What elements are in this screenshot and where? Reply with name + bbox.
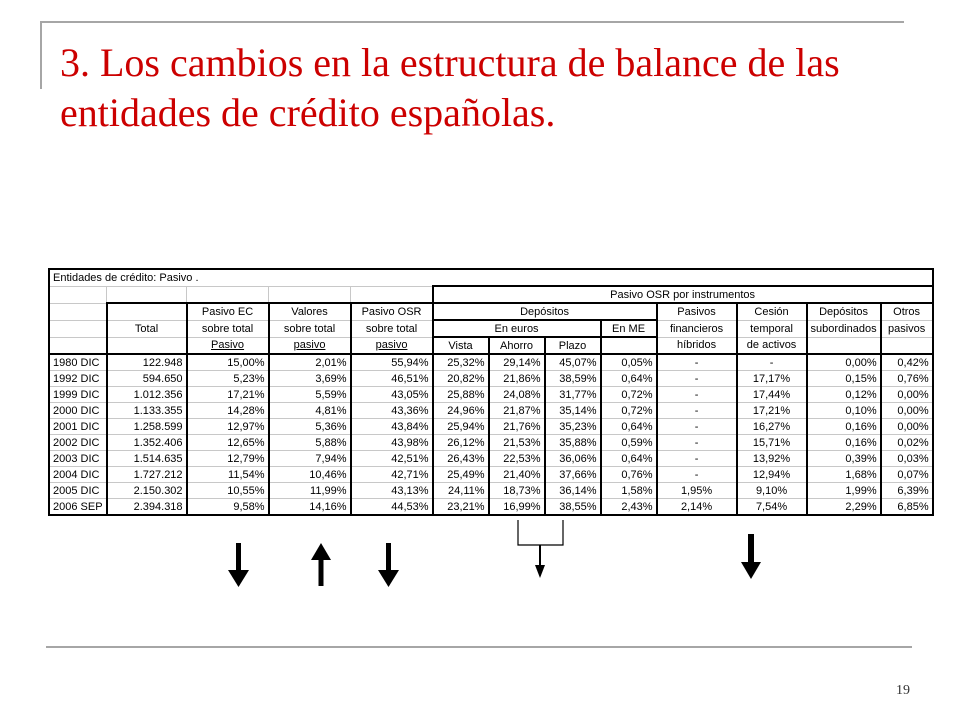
table-cell: 122.948	[107, 354, 187, 371]
table-cell: 13,92%	[737, 451, 807, 467]
table-cell: 15,71%	[737, 435, 807, 451]
row-period: 1992 DIC	[49, 371, 107, 387]
col-pasivo-ec-line2: sobre total	[187, 320, 269, 337]
table-cell: 44,53%	[351, 499, 433, 516]
table-cell: 43,05%	[351, 387, 433, 403]
row-period: 2003 DIC	[49, 451, 107, 467]
row-period: 1999 DIC	[49, 387, 107, 403]
table-cell: 16,27%	[737, 419, 807, 435]
table-cell: 45,07%	[545, 354, 601, 371]
col-cesion-line3: de activos	[737, 337, 807, 354]
table-cell: 43,84%	[351, 419, 433, 435]
table-cell: 0,72%	[601, 403, 657, 419]
table-row	[49, 451, 933, 467]
table-cell: 16,99%	[489, 499, 545, 516]
row-period: 2001 DIC	[49, 419, 107, 435]
table-cell: 2,01%	[269, 354, 351, 371]
table-cell: 0,64%	[601, 371, 657, 387]
col-depositos: Depósitos	[433, 303, 657, 320]
table-cell: -	[657, 451, 737, 467]
ahorro-down-arrow-icon	[535, 545, 545, 578]
table-cell: 38,59%	[545, 371, 601, 387]
table-cell: 43,36%	[351, 403, 433, 419]
table-cell: 55,94%	[351, 354, 433, 371]
table-cell: 1.352.406	[107, 435, 187, 451]
table-cell: 36,06%	[545, 451, 601, 467]
table-cell: 0,10%	[807, 403, 881, 419]
table-cell: 42,71%	[351, 467, 433, 483]
table-cell: 0,39%	[807, 451, 881, 467]
table-cell: 17,44%	[737, 387, 807, 403]
col-valores-line3: pasivo	[269, 337, 351, 354]
table-cell: 11,99%	[269, 483, 351, 499]
col-total: Total	[107, 320, 187, 337]
table-cell: 21,86%	[489, 371, 545, 387]
valores-up-arrow-icon	[311, 543, 331, 586]
header-row-3	[49, 303, 933, 320]
col-pasivos-hibridos-line2: financieros	[657, 320, 737, 337]
table-cell: 0,00%	[881, 419, 933, 435]
col-en-euros: En euros	[433, 320, 601, 337]
col-pasivo-ec-line3: Pasivo	[187, 337, 269, 354]
table-row	[49, 403, 933, 419]
table-cell: 26,43%	[433, 451, 489, 467]
cesion-down-arrow-icon	[741, 534, 761, 579]
table-cell: -	[657, 403, 737, 419]
table-cell: 0,16%	[807, 435, 881, 451]
col-valores-line1: Valores	[269, 303, 351, 320]
table-cell: 25,32%	[433, 354, 489, 371]
col-cesion-line1: Cesión	[737, 303, 807, 320]
table-cell: 0,05%	[601, 354, 657, 371]
table-cell: -	[657, 419, 737, 435]
table-row	[49, 354, 933, 371]
table-cell: 7,94%	[269, 451, 351, 467]
table-cell: 1,99%	[807, 483, 881, 499]
table-cell: -	[657, 354, 737, 371]
table-cell: 0,72%	[601, 387, 657, 403]
table-cell: 36,14%	[545, 483, 601, 499]
table-cell: 1.727.212	[107, 467, 187, 483]
table-cell: 25,88%	[433, 387, 489, 403]
table-cell: 17,21%	[737, 403, 807, 419]
table-cell: 1.133.355	[107, 403, 187, 419]
table-cell: 24,11%	[433, 483, 489, 499]
table-cell: -	[657, 467, 737, 483]
col-pasivos-hibridos-line3: híbridos	[657, 337, 737, 354]
table-cell: 31,77%	[545, 387, 601, 403]
table-cell: 0,07%	[881, 467, 933, 483]
table-cell: 42,51%	[351, 451, 433, 467]
table-cell: 35,88%	[545, 435, 601, 451]
col-valores-line2: sobre total	[269, 320, 351, 337]
table-cell: 5,23%	[187, 371, 269, 387]
table-cell: 5,59%	[269, 387, 351, 403]
col-dep-sub-line1: Depósitos	[807, 303, 881, 320]
table-cell: 0,12%	[807, 387, 881, 403]
row-period: 2000 DIC	[49, 403, 107, 419]
table-cell: 35,14%	[545, 403, 601, 419]
table-cell: 0,16%	[807, 419, 881, 435]
row-period: 2004 DIC	[49, 467, 107, 483]
table-cell: 43,98%	[351, 435, 433, 451]
table-cell: 0,42%	[881, 354, 933, 371]
table-row	[49, 499, 933, 516]
slide-frame-left-line	[40, 21, 42, 89]
table-cell: -	[657, 371, 737, 387]
table-cell: 5,88%	[269, 435, 351, 451]
row-period: 2005 DIC	[49, 483, 107, 499]
table-cell: 0,00%	[881, 387, 933, 403]
table-cell: 21,53%	[489, 435, 545, 451]
table-cell: 6,85%	[881, 499, 933, 516]
slide-frame-bottom-line	[46, 646, 912, 648]
table-cell: 11,54%	[187, 467, 269, 483]
table-row	[49, 467, 933, 483]
table-row	[49, 387, 933, 403]
table-cell: 0,02%	[881, 435, 933, 451]
table-cell: 12,97%	[187, 419, 269, 435]
row-period: 1980 DIC	[49, 354, 107, 371]
table-cell: 0,03%	[881, 451, 933, 467]
table-cell: 2,29%	[807, 499, 881, 516]
table-cell: 20,82%	[433, 371, 489, 387]
table-cell: 18,73%	[489, 483, 545, 499]
table-cell: 37,66%	[545, 467, 601, 483]
header-row-5	[49, 337, 933, 354]
table-cell: 1.258.599	[107, 419, 187, 435]
col-otros-line1: Otros	[881, 303, 933, 320]
table-cell: -	[657, 387, 737, 403]
table-row	[49, 483, 933, 499]
col-ahorro: Ahorro	[489, 337, 545, 354]
col-vista: Vista	[433, 337, 489, 354]
slide-title: 3. Los cambios en la estructura de balance de las entidades de crédito españolas.	[60, 40, 840, 135]
table-cell: 21,40%	[489, 467, 545, 483]
table-title: Entidades de crédito: Pasivo .	[49, 269, 933, 286]
table-cell: 0,76%	[881, 371, 933, 387]
table-cell: 25,49%	[433, 467, 489, 483]
table-cell: 21,87%	[489, 403, 545, 419]
table-cell: 7,54%	[737, 499, 807, 516]
table-cell: 38,55%	[545, 499, 601, 516]
table-cell: 12,65%	[187, 435, 269, 451]
table-cell: 14,28%	[187, 403, 269, 419]
col-en-me: En ME	[601, 320, 657, 337]
table-cell: 0,64%	[601, 451, 657, 467]
page-number: 19	[896, 683, 910, 698]
table-cell: 22,53%	[489, 451, 545, 467]
table-cell: 0,00%	[881, 403, 933, 419]
table-cell: 0,76%	[601, 467, 657, 483]
pasivo-table	[48, 268, 934, 516]
table-cell: 2.150.302	[107, 483, 187, 499]
table-cell: 24,96%	[433, 403, 489, 419]
header-row-4	[49, 320, 933, 337]
col-plazo: Plazo	[545, 337, 601, 354]
table-cell: 46,51%	[351, 371, 433, 387]
col-pasivo-osr-line1: Pasivo OSR	[351, 303, 433, 320]
table-cell: 0,15%	[807, 371, 881, 387]
table-cell: 9,58%	[187, 499, 269, 516]
header-row-2	[49, 286, 933, 303]
slide-frame-top-line	[40, 21, 904, 23]
table-cell: 25,94%	[433, 419, 489, 435]
col-dep-sub-line2: subordinados	[807, 320, 881, 337]
table-cell: 12,94%	[737, 467, 807, 483]
col-cesion-line2: temporal	[737, 320, 807, 337]
table-cell: 21,76%	[489, 419, 545, 435]
table-cell: 1,68%	[807, 467, 881, 483]
table-cell: 23,21%	[433, 499, 489, 516]
table-cell: 0,59%	[601, 435, 657, 451]
ahorro-plazo-bracket	[518, 520, 563, 545]
table-cell: -	[737, 354, 807, 371]
table-cell: 2,14%	[657, 499, 737, 516]
col-pasivos-hibridos-line1: Pasivos	[657, 303, 737, 320]
table-cell: 0,00%	[807, 354, 881, 371]
table-cell: 5,36%	[269, 419, 351, 435]
table-cell: 1.012.356	[107, 387, 187, 403]
table-cell: 15,00%	[187, 354, 269, 371]
table-cell: 1,95%	[657, 483, 737, 499]
table-cell: 29,14%	[489, 354, 545, 371]
table-row	[49, 371, 933, 387]
table-cell: 3,69%	[269, 371, 351, 387]
table-cell: 6,39%	[881, 483, 933, 499]
table-cell: 12,79%	[187, 451, 269, 467]
table-cell: 43,13%	[351, 483, 433, 499]
table-cell: 26,12%	[433, 435, 489, 451]
table-cell: 17,21%	[187, 387, 269, 403]
table-cell: 24,08%	[489, 387, 545, 403]
table-cell: 17,17%	[737, 371, 807, 387]
table-cell: -	[657, 435, 737, 451]
table-cell: 10,55%	[187, 483, 269, 499]
row-period: 2002 DIC	[49, 435, 107, 451]
table-cell: 1,58%	[601, 483, 657, 499]
group-header-osr-instruments: Pasivo OSR por instrumentos	[433, 286, 933, 303]
col-pasivo-osr-line2: sobre total	[351, 320, 433, 337]
pasivo-osr-down-arrow-icon	[378, 543, 399, 587]
table-cell: 14,16%	[269, 499, 351, 516]
table-cell: 1.514.635	[107, 451, 187, 467]
header-row-1	[49, 269, 933, 286]
col-pasivo-ec-line1: Pasivo EC	[187, 303, 269, 320]
col-pasivo-osr-line3: pasivo	[351, 337, 433, 354]
table-row	[49, 419, 933, 435]
pasivo-ec-down-arrow-icon	[228, 543, 249, 587]
table-cell: 2.394.318	[107, 499, 187, 516]
table-cell: 35,23%	[545, 419, 601, 435]
row-period: 2006 SEP	[49, 499, 107, 516]
table-cell: 2,43%	[601, 499, 657, 516]
table-cell: 10,46%	[269, 467, 351, 483]
table-cell: 9,10%	[737, 483, 807, 499]
col-otros-line2: pasivos	[881, 320, 933, 337]
table-row	[49, 435, 933, 451]
table-cell: 594.650	[107, 371, 187, 387]
table-cell: 4,81%	[269, 403, 351, 419]
table-cell: 0,64%	[601, 419, 657, 435]
